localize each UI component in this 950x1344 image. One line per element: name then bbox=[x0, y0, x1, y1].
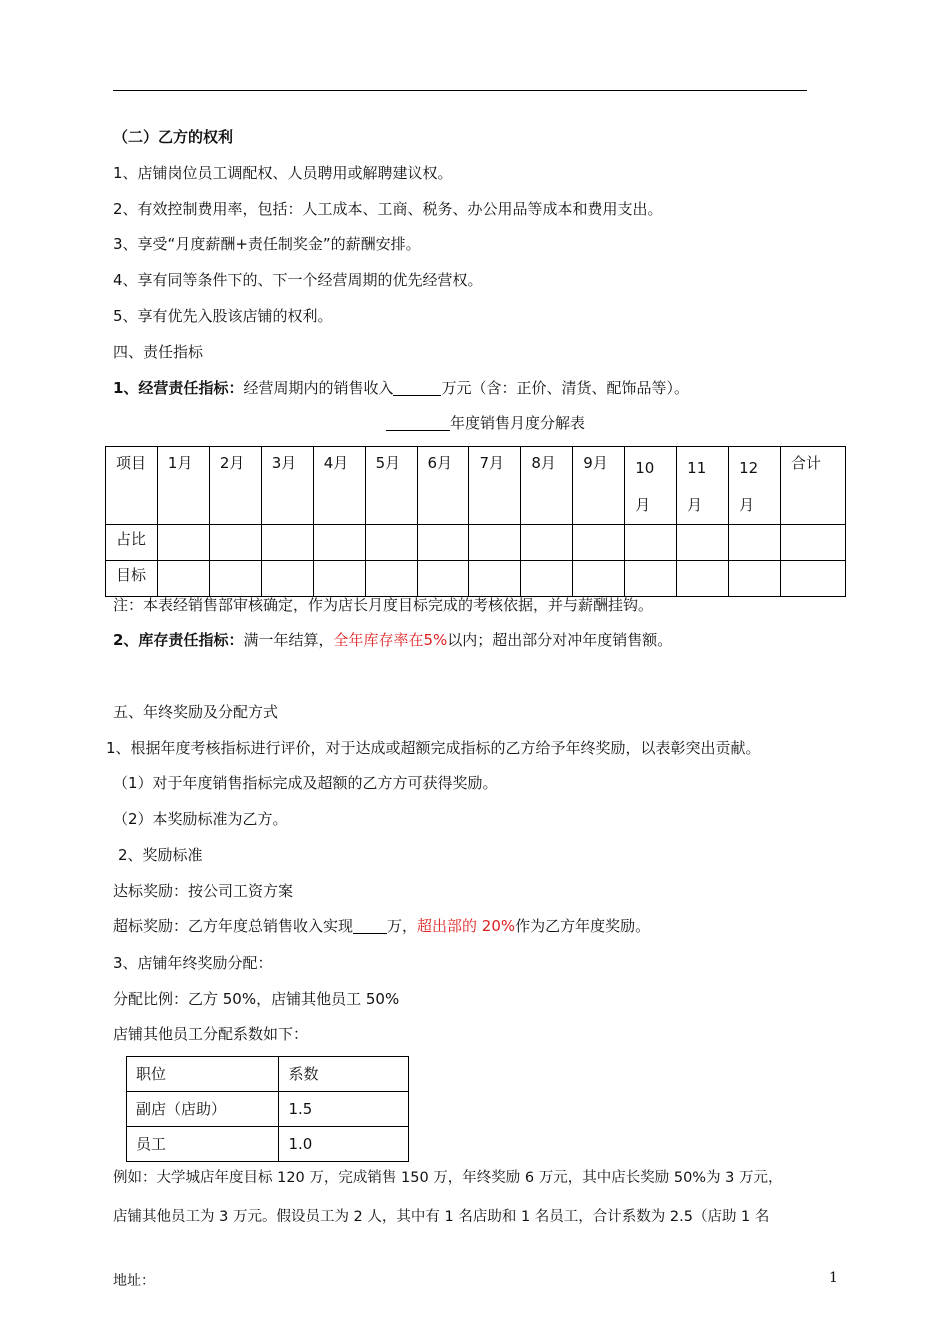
indicator2-text-after: 以内；超出部分对冲年度销售额。 bbox=[447, 631, 673, 649]
sales-amount-blank bbox=[393, 380, 441, 396]
header-cell-position: 职位 bbox=[127, 1057, 279, 1092]
right-item-3: 3、享受“月度薪酬+责任制奖金”的薪酬安排。 bbox=[113, 235, 421, 253]
over-reward-middle: 万， bbox=[387, 917, 418, 935]
table-header-row bbox=[127, 1057, 409, 1092]
section4-title: 四、责任指标 bbox=[113, 343, 204, 361]
over-reward-red: 超出部的 20% bbox=[417, 917, 516, 935]
table-cell bbox=[417, 525, 469, 561]
table-cell bbox=[677, 525, 729, 561]
page-number: 1 bbox=[829, 1270, 838, 1286]
table-row bbox=[127, 1127, 409, 1162]
header-cell: 6月 bbox=[417, 447, 469, 525]
year-blank bbox=[386, 415, 450, 431]
table-cell bbox=[261, 561, 313, 597]
table-cell bbox=[573, 525, 625, 561]
indicator1-text-before: 经营周期内的销售收入 bbox=[243, 379, 394, 397]
paragraph-1: 1、根据年度考核指标进行评价，对于达成或超额完成指标的乙方给予年终奖励，以表彰突出贡献。 bbox=[106, 739, 761, 757]
table-cell bbox=[209, 561, 261, 597]
header-cell: 11 月 bbox=[677, 447, 729, 525]
header-cell: 8月 bbox=[521, 447, 573, 525]
section-rights-title: （二）乙方的权利 bbox=[113, 128, 234, 146]
table-cell bbox=[781, 525, 846, 561]
position-cell: 员工 bbox=[127, 1127, 279, 1162]
indicator1-line bbox=[113, 377, 689, 398]
indicator2-label: 2、库存责任指标： bbox=[113, 631, 244, 649]
header-rule bbox=[113, 90, 807, 91]
coef-cell: 1.0 bbox=[279, 1127, 409, 1162]
table-cell bbox=[313, 561, 365, 597]
table-cell bbox=[469, 561, 521, 597]
over-reward-after: 作为乙方年度奖励。 bbox=[515, 917, 651, 935]
paragraph-2: 2、奖励标准 bbox=[118, 846, 203, 864]
monthly-breakdown-table bbox=[105, 446, 846, 597]
over-amount-blank bbox=[353, 918, 387, 934]
over-reward-before: 超标奖励：乙方年度总销售收入实现 bbox=[113, 917, 354, 935]
table-cell bbox=[313, 525, 365, 561]
right-item-1: 1、店铺岗位员工调配权、人员聘用或解聘建议权。 bbox=[113, 164, 453, 182]
table-row bbox=[106, 525, 846, 561]
table-cell bbox=[209, 525, 261, 561]
right-item-5: 5、享有优先入股该店铺的权利。 bbox=[113, 307, 333, 325]
table-cell bbox=[157, 561, 209, 597]
header-cell: 1月 bbox=[157, 447, 209, 525]
footer-address-label: 地址： bbox=[113, 1273, 155, 1289]
section5-title: 五、年终奖励及分配方式 bbox=[113, 703, 279, 721]
table-row bbox=[106, 561, 846, 597]
indicator2-text-before: 满一年结算， bbox=[243, 631, 334, 649]
table-title-line bbox=[386, 412, 585, 433]
ratio-text: 分配比例：乙方 50%，店铺其他员工 50% bbox=[113, 990, 400, 1008]
header-cell-coef: 系数 bbox=[279, 1057, 409, 1092]
table-cell bbox=[625, 561, 677, 597]
table-cell bbox=[625, 525, 677, 561]
header-cell: 5月 bbox=[365, 447, 417, 525]
coef-intro: 店铺其他员工分配系数如下： bbox=[113, 1025, 309, 1043]
indicator1-text-after: 万元（含：正价、清货、配饰品等）。 bbox=[441, 379, 689, 397]
table-title: 年度销售月度分解表 bbox=[450, 414, 586, 432]
table-cell bbox=[781, 561, 846, 597]
header-cell: 9月 bbox=[573, 447, 625, 525]
header-cell: 12 月 bbox=[729, 447, 781, 525]
header-cell: 2月 bbox=[209, 447, 261, 525]
table-cell bbox=[521, 561, 573, 597]
standard-reward: 达标奖励：按公司工资方案 bbox=[113, 882, 294, 900]
header-cell: 项目 bbox=[106, 447, 158, 525]
table-cell bbox=[729, 525, 781, 561]
example-line-1: 例如：大学城店年度目标 120 万，完成销售 150 万，年终奖励 6 万元，其中店长奖励 50%为 3 万元， bbox=[113, 1170, 783, 1186]
table-cell bbox=[677, 561, 729, 597]
right-item-2: 2、有效控制费用率，包括：人工成本、工商、税务、办公用品等成本和费用支出。 bbox=[113, 200, 663, 218]
header-cell: 7月 bbox=[469, 447, 521, 525]
position-cell: 副店（店助） bbox=[127, 1092, 279, 1127]
table-cell bbox=[157, 525, 209, 561]
table-cell bbox=[261, 525, 313, 561]
table-cell bbox=[469, 525, 521, 561]
paragraph-1-sub-1: （1）对于年度销售指标完成及超额的乙方方可获得奖励。 bbox=[113, 774, 498, 792]
coefficient-table bbox=[126, 1056, 409, 1162]
paragraph-1-sub-2: （2）本奖励标准为乙方。 bbox=[113, 810, 288, 828]
table-cell bbox=[729, 561, 781, 597]
table-cell bbox=[365, 525, 417, 561]
row-label-target: 目标 bbox=[106, 561, 158, 597]
coef-cell: 1.5 bbox=[279, 1092, 409, 1127]
table-cell bbox=[521, 525, 573, 561]
indicator2-red-text: 全年库存率在5% bbox=[333, 631, 448, 649]
right-item-4: 4、享有同等条件下的、下一个经营周期的优先经营权。 bbox=[113, 271, 483, 289]
row-label-ratio: 占比 bbox=[106, 525, 158, 561]
indicator2-line bbox=[113, 629, 672, 650]
header-cell: 3月 bbox=[261, 447, 313, 525]
table-header-row bbox=[106, 447, 846, 525]
header-cell: 4月 bbox=[313, 447, 365, 525]
paragraph-3: 3、店铺年终奖励分配： bbox=[113, 954, 273, 972]
table-note: 注：本表经销售部审核确定，作为店长月度目标完成的考核依据，并与薪酬挂钩。 bbox=[113, 596, 654, 614]
table-cell bbox=[417, 561, 469, 597]
header-cell: 合计 bbox=[781, 447, 846, 525]
header-cell: 10 月 bbox=[625, 447, 677, 525]
over-reward-line bbox=[113, 915, 650, 936]
table-cell bbox=[573, 561, 625, 597]
table-row bbox=[127, 1092, 409, 1127]
indicator1-label: 1、经营责任指标： bbox=[113, 379, 244, 397]
example-line-2: 店铺其他员工为 3 万元。假设员工为 2 人，其中有 1 名店助和 1 名员工，合计系数为 2.5（店助 1 名 bbox=[113, 1209, 770, 1225]
table-cell bbox=[365, 561, 417, 597]
